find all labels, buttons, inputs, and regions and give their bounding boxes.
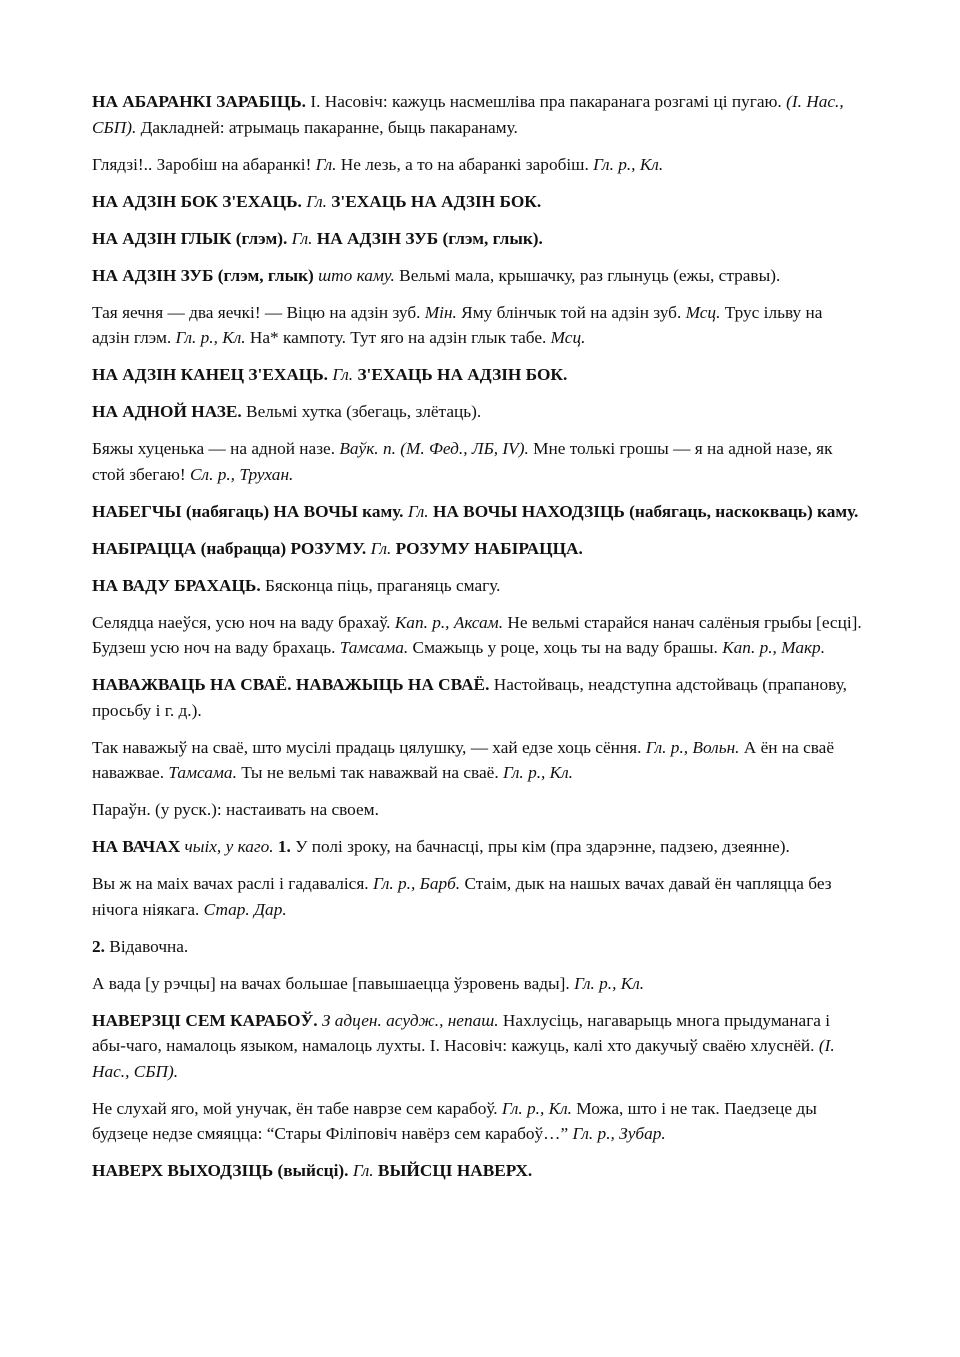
source-reference: Кап. р., Макр. <box>722 638 826 657</box>
source-reference: Тамсама. <box>168 763 237 782</box>
entry-text: Бяжы хуценька — на адной назе. <box>92 439 340 458</box>
entry-text: А вада [у рэчцы] на вачах большае [павышаецца ўзровень вады]. <box>92 973 575 993</box>
source-reference: (І. Нас., СБП). <box>92 92 844 137</box>
source-reference: Мсц. <box>685 302 721 322</box>
source-reference: чыіх, у каго. <box>184 837 274 856</box>
entry-paragraph <box>92 226 864 252</box>
headword: НАБЕГЧЫ (набягаць) НА ВОЧЫ каму. <box>92 501 404 521</box>
entry-text: Тая яечня — два яечкі! — Віцю на адзін зуб. <box>92 302 425 322</box>
headword: НА АДЗІН ЗУБ (глэм, глык). <box>316 228 543 248</box>
headword: НА ВАЧАХ <box>92 837 181 856</box>
headword: ВЫЙСЦІ НАВЕРХ. <box>377 1161 533 1180</box>
source-reference: Стар. Дар. <box>203 899 287 919</box>
source-reference: Гл. <box>407 501 429 521</box>
source-reference: Гл. р., Кл. <box>175 328 246 347</box>
headword: НА АДЗІН КАНЕЦ З'ЕХАЦЬ. <box>92 365 328 384</box>
entry-text: Стаім, дык на нашых вачах давай ён чапляцца без нічога ніякага. <box>92 874 832 919</box>
entry-paragraph <box>92 436 864 487</box>
entry-text: Ты не вельмі так наважвай на сваё. <box>236 763 503 782</box>
entry-paragraph <box>92 263 864 289</box>
headword: РОЗУМУ НАБІРАЦЦА. <box>395 538 583 558</box>
entry-text: Не вельмі старайся нанач салёныя грыбы [есці]. Будзеш усю ноч на ваду брахаць. <box>92 612 862 657</box>
entry-text: Нахлусіць, нагаварыць многа прыдуманага і абы-чаго, намалоць языком, намалоць лухты. І. Насовіч: кажуць, калі хто дакучыў сваёю хлуснёй. <box>92 1010 831 1055</box>
source-reference: Сл. р., Трухан. <box>190 464 294 484</box>
source-reference: што каму. <box>318 265 395 285</box>
entry-paragraph <box>92 1096 864 1147</box>
source-reference: Гл. <box>370 538 392 558</box>
entry-paragraph <box>92 536 864 562</box>
entry-paragraph <box>92 934 864 960</box>
dictionary-entries <box>92 89 864 1184</box>
headword: НАБІРАЦЦА (набрацца) РОЗУМУ. <box>92 538 367 558</box>
source-reference: Кап. р., Аксам. <box>394 612 504 632</box>
headword: НА АДЗІН ГЛЫК (глэм). <box>92 228 288 248</box>
entry-paragraph <box>92 871 864 922</box>
entry-text: Так наважыў на сваё, што мусілі прадаць цялушку, — хай едзе хоць сёння. <box>92 737 646 757</box>
entry-text: Дакладней: атрымаць пакаранне, быць пакаранаму. <box>136 117 518 137</box>
headword: НА АДЗІН ЗУБ (глэм, глык) <box>92 265 314 285</box>
entry-text: Не лезь, а то на абаранкі заробіш. <box>336 154 594 174</box>
source-reference: Гл. <box>332 365 354 384</box>
entry-text: І. Насовіч: кажуць насмешліва пра пакаранага розгамі ці пугаю. <box>306 92 787 111</box>
headword: НА АДНОЙ НАЗЕ. <box>92 402 242 421</box>
entry-paragraph <box>92 672 864 723</box>
entry-text: Трус ільву на адзін глэм. <box>92 302 823 347</box>
entry-text: У полі зроку, на бачнасці, пры кім (пра здарэнне, падзею, дзеянне). <box>290 837 790 856</box>
entry-text: Вы ж на маіх вачах раслі і гадаваліся. <box>92 874 373 893</box>
source-reference: Гл. р., Кл. <box>502 763 574 782</box>
source-reference: Тамсама. <box>339 638 409 657</box>
entry-paragraph <box>92 300 864 351</box>
entry-text: А ён на сваё наважвае. <box>92 737 835 782</box>
headword: 2. <box>92 936 105 956</box>
source-reference: (І. Нас., СБП). <box>92 1036 835 1081</box>
source-reference: Гл. р., Вольн. <box>645 737 740 757</box>
headword: З'ЕХАЦЬ НА АДЗІН БОК. <box>357 365 568 384</box>
source-reference: Гл. <box>291 228 313 248</box>
source-reference: Гл. р., Кл. <box>574 973 645 993</box>
entry-text: На* кампоту. Тут яго на адзін глык табе. <box>245 328 551 347</box>
entry-text: Настойваць, неадступна адстойваць (прапанову, просьбу і г. д.). <box>92 675 847 720</box>
source-reference: Гл. <box>306 191 327 211</box>
entry-text: Вельмі хутка (збегаць, злётаць). <box>241 402 482 421</box>
entry-paragraph <box>92 834 864 860</box>
entry-text: Селядца наеўся, усю ноч на ваду брахаў. <box>92 612 395 632</box>
source-reference: Гл. р., Барб. <box>372 874 461 893</box>
headword: НА АБАРАНКІ ЗАРАБІЦЬ. <box>92 92 307 111</box>
source-reference: Гл. р., Кл. <box>501 1098 572 1118</box>
entry-paragraph <box>92 189 864 215</box>
headword: НА ВОЧЫ НАХОДЗІЦЬ (набягаць, наскокваць) каму. <box>432 501 859 521</box>
entry-paragraph <box>92 362 864 388</box>
source-reference: Мсц. <box>550 328 586 347</box>
entry-paragraph <box>92 573 864 599</box>
source-reference: Гл. <box>352 1161 374 1180</box>
headword: НАВЕРХ ВЫХОДЗІЦЬ (выйсці). <box>92 1161 349 1180</box>
entry-text: Відавочна. <box>104 936 189 956</box>
entry-paragraph <box>92 399 864 425</box>
headword: 1. <box>277 837 291 856</box>
entry-paragraph <box>92 797 864 823</box>
entry-paragraph <box>92 152 864 178</box>
entry-paragraph <box>92 610 864 661</box>
headword: НАВЕРЗЦІ СЕМ КАРАБОЎ. <box>92 1010 318 1030</box>
entry-paragraph <box>92 89 864 140</box>
entry-text: Бясконца піць, праганяць смагу. <box>260 575 501 595</box>
entry-paragraph <box>92 1158 864 1184</box>
entry-text: Можа, што і не так. Паедзеце ды будзеце недзе смяяцца: “Стары Філіповіч навёрз сем карабоў…” <box>92 1098 817 1143</box>
source-reference: Гл. р., Кл. <box>593 154 664 174</box>
headword: З'ЕХАЦЬ НА АДЗІН БОК. <box>331 191 542 211</box>
headword: НА ВАДУ БРАХАЦЬ. <box>92 575 261 595</box>
source-reference: З адцен. асудж., непаш. <box>321 1010 499 1030</box>
headword: НАВАЖВАЦЬ НА СВАЁ. НАВАЖЫЦЬ НА СВАЁ. <box>92 675 490 694</box>
entry-text: Мне толькі грошы — я на адной назе, як стой збегаю! <box>92 439 833 484</box>
entry-text: Смажыць у роце, хоць ты на ваду брашы. <box>408 638 723 657</box>
entry-text: Не слухай яго, мой унучак, ён табе наврзе сем карабоў. <box>92 1098 502 1118</box>
entry-text: Вельмі мала, крышачку, раз глынуць (ежы, стравы). <box>394 265 781 285</box>
entry-paragraph <box>92 499 864 525</box>
source-reference: Мін. <box>424 302 457 322</box>
entry-paragraph <box>92 1008 864 1085</box>
source-reference: Ваўк. п. (М. Фед., ЛБ, IV). <box>339 439 529 458</box>
entry-text: Глядзі!.. Заробіш на абаранкі! <box>92 154 316 174</box>
source-reference: Гл. р., Зубар. <box>572 1124 666 1143</box>
entry-paragraph <box>92 735 864 786</box>
headword: НА АДЗІН БОК З'ЕХАЦЬ. <box>92 191 302 211</box>
entry-text: Параўн. (у руск.): настаивать на своем. <box>92 800 379 819</box>
source-reference: Гл. <box>315 154 337 174</box>
entry-paragraph <box>92 971 864 997</box>
entry-text: Яму блінчык той на адзін зуб. <box>456 302 686 322</box>
